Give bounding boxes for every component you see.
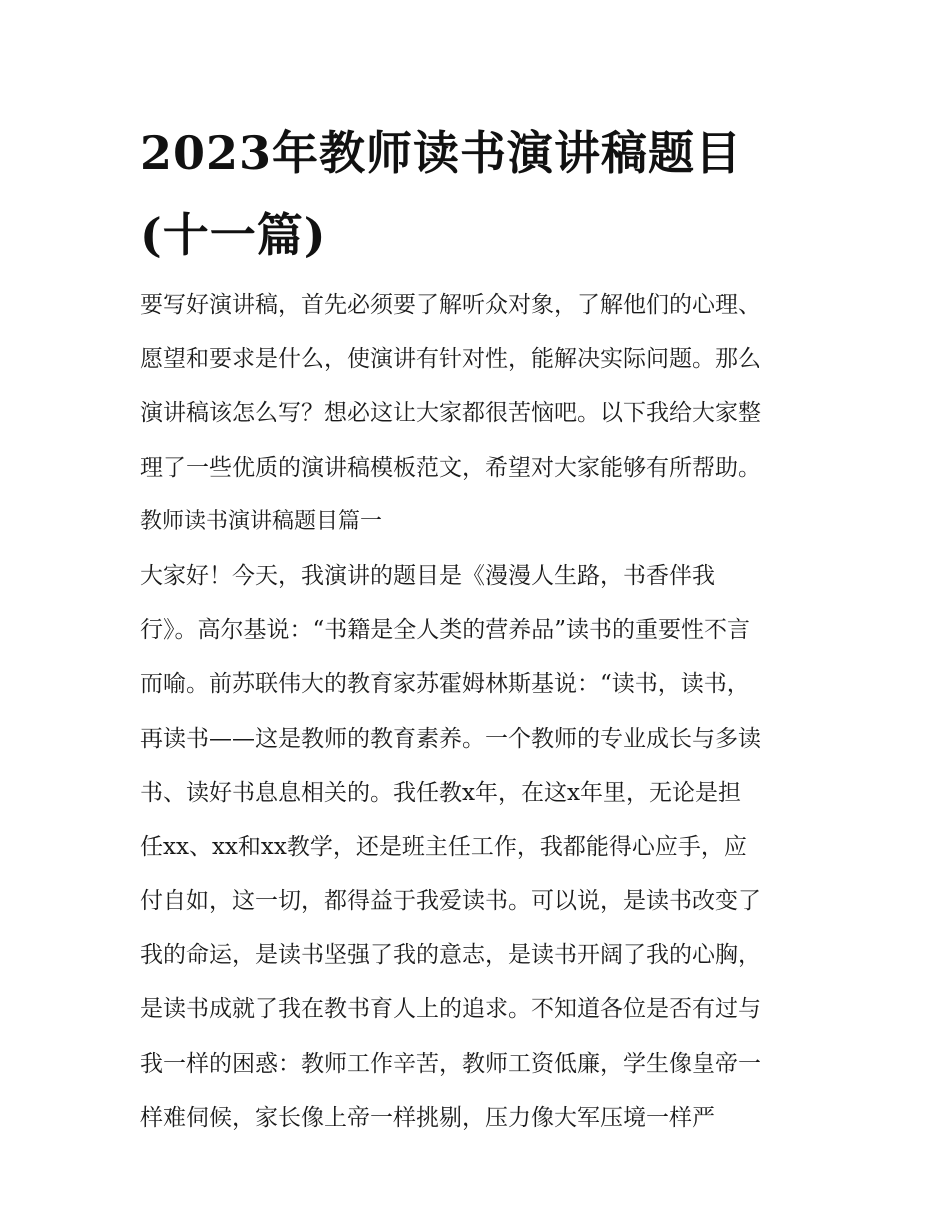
intro-line: 理了一些优质的演讲稿模板范文，希望对大家能够有所帮助。 [140, 454, 761, 481]
document-title [140, 112, 820, 276]
section-line: 我的命运，是读书坚强了我的意志，是读书开阔了我的心胸， [140, 942, 761, 969]
section-line: 付自如，这一切，都得益于我爱读书。可以说，是读书改变了 [140, 888, 761, 915]
intro-line: 愿望和要求是什么，使演讲有针对性，能解决实际问题。那么 [140, 346, 761, 373]
section-line: 大家好！今天，我演讲的题目是《漫漫人生路，书香伴我 [140, 562, 715, 589]
section-heading: 教师读书演讲稿题目篇一 [140, 508, 383, 534]
section-line: 任xx、xx和xx教学，还是班主任工作，我都能得心应手，应 [140, 833, 747, 860]
title-line-2: (十一篇) [140, 208, 327, 262]
title-line-1: 2023年教师读书演讲稿题目 [140, 126, 743, 180]
section-line: 再读书——这是教师的教育素养。一个教师的专业成长与多读 [140, 725, 761, 752]
section-line: 书、读好书息息相关的。我任教x年，在这x年里，无论是担 [140, 779, 741, 806]
section-line: 是读书成就了我在教书育人上的追求。不知道各位是否有过与 [140, 996, 761, 1023]
intro-line: 要写好演讲稿，首先必须要了解听众对象，了解他们的心理、 [140, 292, 761, 318]
section-line: 样难伺候，家长像上帝一样挑剔，压力像大军压境一样严 [140, 1104, 715, 1131]
intro-line: 演讲稿该怎么写？想必这让大家都很苦恼吧。以下我给大家整 [140, 400, 761, 427]
section-line: 我一样的困惑：教师工作辛苦，教师工资低廉，学生像皇帝一 [140, 1050, 761, 1077]
document-body [140, 278, 830, 1145]
section-line: 行》。高尔基说：“书籍是全人类的营养品”读书的重要性不言 [140, 617, 751, 644]
section-line: 而喻。前苏联伟大的教育家苏霍姆林斯基说：“读书，读书， [140, 671, 750, 698]
